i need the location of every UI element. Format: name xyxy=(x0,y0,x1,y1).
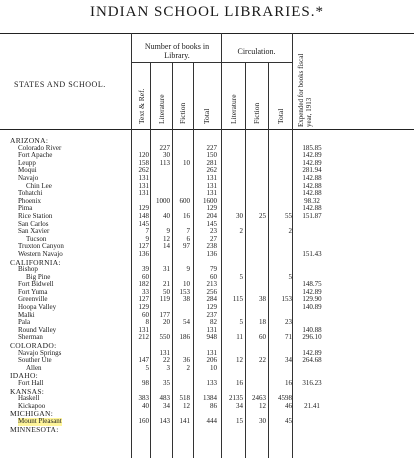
col-header-text-ref: Text & Ref. xyxy=(137,88,146,124)
school-name: Truxton Canyon xyxy=(18,242,64,251)
table-cell: 206 xyxy=(206,356,217,365)
school-name: Bishop xyxy=(18,265,38,274)
table-cell: 1600 xyxy=(203,196,217,205)
column-divider xyxy=(292,33,293,129)
state-name: ARIZONA: xyxy=(10,136,49,145)
col-header-circ-literature: Literature xyxy=(229,94,238,124)
table-cell: 98.32 xyxy=(304,196,320,205)
table-cell: 30 xyxy=(236,211,243,220)
table-cell: 2463 xyxy=(252,394,266,403)
table-row xyxy=(0,418,414,426)
header-bottom-rule xyxy=(0,129,414,130)
table-row xyxy=(0,403,414,411)
table-cell: 9 xyxy=(186,265,190,274)
table-cell: 204 xyxy=(206,211,217,220)
state-heading-row xyxy=(0,426,414,434)
table-cell: 316.23 xyxy=(302,379,322,387)
table-cell: 185.85 xyxy=(302,143,322,152)
table-cell: 2135 xyxy=(229,394,243,403)
table-cell: 142.88 xyxy=(302,173,322,182)
table-cell: 131 xyxy=(206,173,217,182)
books-group-header: Number of books in Library. xyxy=(144,42,210,60)
table-cell: 45 xyxy=(285,416,292,425)
table-cell: 129 xyxy=(138,204,149,213)
column-divider xyxy=(221,33,222,129)
table-cell: 14 xyxy=(163,242,170,251)
table-cell: 127 xyxy=(138,295,149,304)
table-cell: 237 xyxy=(206,310,217,319)
table-cell: 23 xyxy=(285,318,292,327)
table-cell: 5 xyxy=(145,363,149,372)
table-cell: 227 xyxy=(206,143,217,152)
column-divider xyxy=(245,62,246,129)
table-cell: 213 xyxy=(206,280,217,289)
table-cell: 550 xyxy=(159,333,170,342)
table-cell: 15 xyxy=(236,416,243,425)
table-cell: 127 xyxy=(138,242,149,251)
table-cell: 60 xyxy=(259,333,266,342)
school-name: Phoenix xyxy=(18,196,41,205)
table-cell: 1384 xyxy=(203,394,217,403)
table-row xyxy=(0,395,414,403)
table-cell: 136 xyxy=(138,249,149,258)
table-cell: 25 xyxy=(259,211,266,220)
table-cell: 16 xyxy=(183,211,190,220)
column-divider xyxy=(172,62,173,129)
table-cell: 10 xyxy=(183,158,190,167)
table-cell: 158 xyxy=(138,158,149,167)
table-cell: 147 xyxy=(138,356,149,365)
state-name: COLORADO: xyxy=(10,341,57,351)
table-cell: 145 xyxy=(206,219,217,228)
table-cell: 281.94 xyxy=(302,166,322,175)
table-cell: 11 xyxy=(236,333,243,342)
table-cell: 142.88 xyxy=(302,189,322,198)
table-cell: 12 xyxy=(236,356,243,365)
table-cell: 18 xyxy=(259,318,266,327)
table-cell: 186 xyxy=(179,333,190,342)
school-name: Mount Pleasant xyxy=(18,416,62,425)
table-cell: 9 xyxy=(166,227,170,236)
col-header-total: Total xyxy=(202,108,211,124)
table-cell: 131 xyxy=(206,181,217,190)
table-cell: 142.89 xyxy=(302,348,322,357)
table-cell: 131 xyxy=(138,325,149,334)
school-name: Haskell xyxy=(18,394,40,403)
school-name: Fort Bidwell xyxy=(18,280,54,289)
state-name: MICHIGAN: xyxy=(10,409,54,419)
table-cell: 60 xyxy=(142,272,149,281)
table-cell: 10 xyxy=(210,363,217,372)
table-cell: 23 xyxy=(210,227,217,236)
group-underline xyxy=(131,62,221,63)
table-row xyxy=(0,221,414,229)
table-cell: 264.68 xyxy=(302,356,322,365)
state-name: KANSAS: xyxy=(10,386,45,396)
table-cell: 2 xyxy=(239,227,243,236)
col-header-literature: Literature xyxy=(157,94,166,124)
school-name: Fort Apache xyxy=(18,151,53,160)
table-cell: 129 xyxy=(138,303,149,312)
school-name: San Carlos xyxy=(18,219,49,228)
table-cell: 4598 xyxy=(278,394,292,403)
table-cell: 153 xyxy=(179,287,190,296)
table-cell: 140.89 xyxy=(302,303,322,312)
state-name: CALIFORNIA: xyxy=(10,257,61,267)
table-cell: 34 xyxy=(236,401,243,410)
table-cell: 22 xyxy=(163,356,170,365)
table-cell: 142.89 xyxy=(302,287,322,296)
col-header-circ-fiction: Fiction xyxy=(252,102,261,124)
table-cell: 60 xyxy=(210,272,217,281)
table-cell: 40 xyxy=(163,211,170,220)
table-cell: 39 xyxy=(142,265,149,274)
table-cell: 35 xyxy=(163,379,170,387)
table-cell: 131 xyxy=(206,325,217,334)
table-cell: 5 xyxy=(288,272,292,281)
header-top-rule xyxy=(0,33,414,34)
table-cell: 136 xyxy=(206,249,217,258)
table-cell: 55 xyxy=(285,211,292,220)
table-cell: 148.75 xyxy=(302,280,322,289)
table-cell: 120 xyxy=(138,151,149,160)
school-name: Tohatchi xyxy=(18,189,43,198)
column-divider xyxy=(150,62,151,129)
table-cell: 21.41 xyxy=(304,401,320,410)
table-cell: 129 xyxy=(206,204,217,213)
state-name: MINNESOTA: xyxy=(10,424,59,434)
school-name: Leupp xyxy=(18,158,36,167)
table-cell: 20 xyxy=(163,318,170,327)
school-name: Greenville xyxy=(18,295,48,304)
table-cell: 98 xyxy=(142,379,149,387)
table-cell: 97 xyxy=(183,242,190,251)
table-cell: 483 xyxy=(159,394,170,403)
table-cell: 131 xyxy=(138,181,149,190)
table-row xyxy=(0,228,414,236)
table-cell: 600 xyxy=(179,196,190,205)
table-cell: 12 xyxy=(183,401,190,410)
table-cell: 30 xyxy=(163,151,170,160)
col-header-fiction: Fiction xyxy=(178,102,187,124)
table-body xyxy=(0,137,414,433)
table-cell: 60 xyxy=(142,310,149,319)
table-cell: 2 xyxy=(288,227,292,236)
table-cell: 256 xyxy=(206,287,217,296)
col-header-expended: Expended for books fiscal year, 1913 xyxy=(297,53,313,127)
col-header-circ-total: Total xyxy=(276,108,285,124)
table-cell: 518 xyxy=(179,394,190,403)
table-cell: 142.89 xyxy=(302,158,322,167)
table-cell: 119 xyxy=(159,295,170,304)
table-cell: 142.88 xyxy=(302,181,322,190)
table-cell: 12 xyxy=(259,401,266,410)
table-cell: 227 xyxy=(159,143,170,152)
table-cell: 33 xyxy=(142,287,149,296)
table-row xyxy=(0,365,414,373)
table-row xyxy=(0,334,414,342)
table-cell: 82 xyxy=(210,318,217,327)
table-cell: 22 xyxy=(259,356,266,365)
table-cell: 2 xyxy=(186,363,190,372)
table-cell: 7 xyxy=(186,227,190,236)
school-name: Sherman xyxy=(18,333,43,342)
table-cell: 296.10 xyxy=(302,333,322,342)
table-cell: 34 xyxy=(163,401,170,410)
table-cell: 131 xyxy=(138,189,149,198)
table-cell: 5 xyxy=(239,272,243,281)
table-cell: 262 xyxy=(138,166,149,175)
school-name: San Xavier xyxy=(18,227,50,236)
table-cell: 145 xyxy=(138,219,149,228)
table-cell: 142.88 xyxy=(302,204,322,213)
state-name: IDAHO: xyxy=(10,371,39,381)
table-cell: 50 xyxy=(163,287,170,296)
school-name: Navajo Springs xyxy=(18,348,62,357)
table-cell: 3 xyxy=(166,363,170,372)
school-name: Malki xyxy=(18,310,35,319)
table-cell: 27 xyxy=(210,234,217,243)
school-name: Big Pine xyxy=(26,272,51,281)
circulation-group-header: Circulation. xyxy=(237,47,276,56)
table-cell: 150 xyxy=(206,151,217,160)
school-name: Pima xyxy=(18,204,33,213)
school-name: Allen xyxy=(26,363,42,372)
school-name: Souther Ute xyxy=(18,356,52,365)
table-cell: 40 xyxy=(142,401,149,410)
table-cell: 238 xyxy=(206,242,217,251)
table-cell: 129.90 xyxy=(302,295,322,304)
table-cell: 6 xyxy=(186,234,190,243)
table-cell: 148 xyxy=(138,211,149,220)
table-cell: 151.43 xyxy=(302,249,322,258)
school-name: Kickapoo xyxy=(18,401,46,410)
table-cell: 153 xyxy=(281,295,292,304)
table-cell: 9 xyxy=(145,234,149,243)
table-cell: 284 xyxy=(206,295,217,304)
table-row xyxy=(0,251,414,259)
school-name: Colorado River xyxy=(18,143,62,152)
table-cell: 141 xyxy=(179,416,190,425)
school-name: Tucson xyxy=(26,234,47,243)
table-cell: 38 xyxy=(183,295,190,304)
table-cell: 444 xyxy=(206,416,217,425)
table-cell: 16 xyxy=(236,379,243,387)
table-cell: 212 xyxy=(138,333,149,342)
school-name: Rice Station xyxy=(18,211,53,220)
table-cell: 133 xyxy=(206,379,217,387)
table-cell: 46 xyxy=(285,401,292,410)
table-cell: 30 xyxy=(259,416,266,425)
table-cell: 7 xyxy=(145,227,149,236)
school-name: Pala xyxy=(18,318,31,327)
table-cell: 71 xyxy=(285,333,292,342)
table-cell: 177 xyxy=(159,310,170,319)
table-cell: 131 xyxy=(138,173,149,182)
school-name: Western Navajo xyxy=(18,249,63,258)
table-cell: 131 xyxy=(206,189,217,198)
table-cell: 5 xyxy=(239,318,243,327)
table-cell: 113 xyxy=(159,158,170,167)
table-cell: 140.88 xyxy=(302,325,322,334)
school-name: Fort Yuma xyxy=(18,287,48,296)
table-cell: 281 xyxy=(206,158,217,167)
column-divider xyxy=(131,33,132,129)
table-cell: 54 xyxy=(183,318,190,327)
table-cell: 142.89 xyxy=(302,151,322,160)
state-heading-row xyxy=(0,259,414,267)
school-name: Chin Lee xyxy=(26,181,52,190)
table-cell: 21 xyxy=(163,280,170,289)
table-cell: 31 xyxy=(163,265,170,274)
table-cell: 182 xyxy=(138,280,149,289)
table-cell: 160 xyxy=(138,416,149,425)
table-row xyxy=(0,312,414,320)
table-row xyxy=(0,357,414,365)
school-name: Moqui xyxy=(18,166,37,175)
table-cell: 12 xyxy=(163,234,170,243)
school-name: Hoopa Valley xyxy=(18,303,57,312)
table-cell: 86 xyxy=(210,401,217,410)
table-cell: 16 xyxy=(285,379,292,387)
page-title: INDIAN SCHOOL LIBRARIES.* xyxy=(89,4,325,20)
table-cell: 129 xyxy=(206,303,217,312)
school-name: Fort Hall xyxy=(18,379,44,387)
table-row xyxy=(0,380,414,388)
column-divider xyxy=(193,62,194,129)
table-cell: 10 xyxy=(183,280,190,289)
table-cell: 1000 xyxy=(156,196,170,205)
table-cell: 151.87 xyxy=(302,211,322,220)
table-cell: 131 xyxy=(206,348,217,357)
table-cell: 262 xyxy=(206,166,217,175)
table-cell: 36 xyxy=(183,356,190,365)
column-divider xyxy=(268,62,269,129)
table-cell: 38 xyxy=(259,295,266,304)
table-cell: 8 xyxy=(145,318,149,327)
table-row xyxy=(0,266,414,274)
school-name: Round Valley xyxy=(18,325,57,334)
table-cell: 131 xyxy=(159,348,170,357)
group-underline xyxy=(221,62,292,63)
table-cell: 948 xyxy=(206,333,217,342)
table-cell: 143 xyxy=(159,416,170,425)
table-cell: 34 xyxy=(285,356,292,365)
school-name: Navajo xyxy=(18,173,39,182)
table-cell: 383 xyxy=(138,394,149,403)
states-and-school-header: STATES AND SCHOOL. xyxy=(14,80,106,89)
table-cell: 115 xyxy=(232,295,243,304)
table-cell: 79 xyxy=(210,265,217,274)
